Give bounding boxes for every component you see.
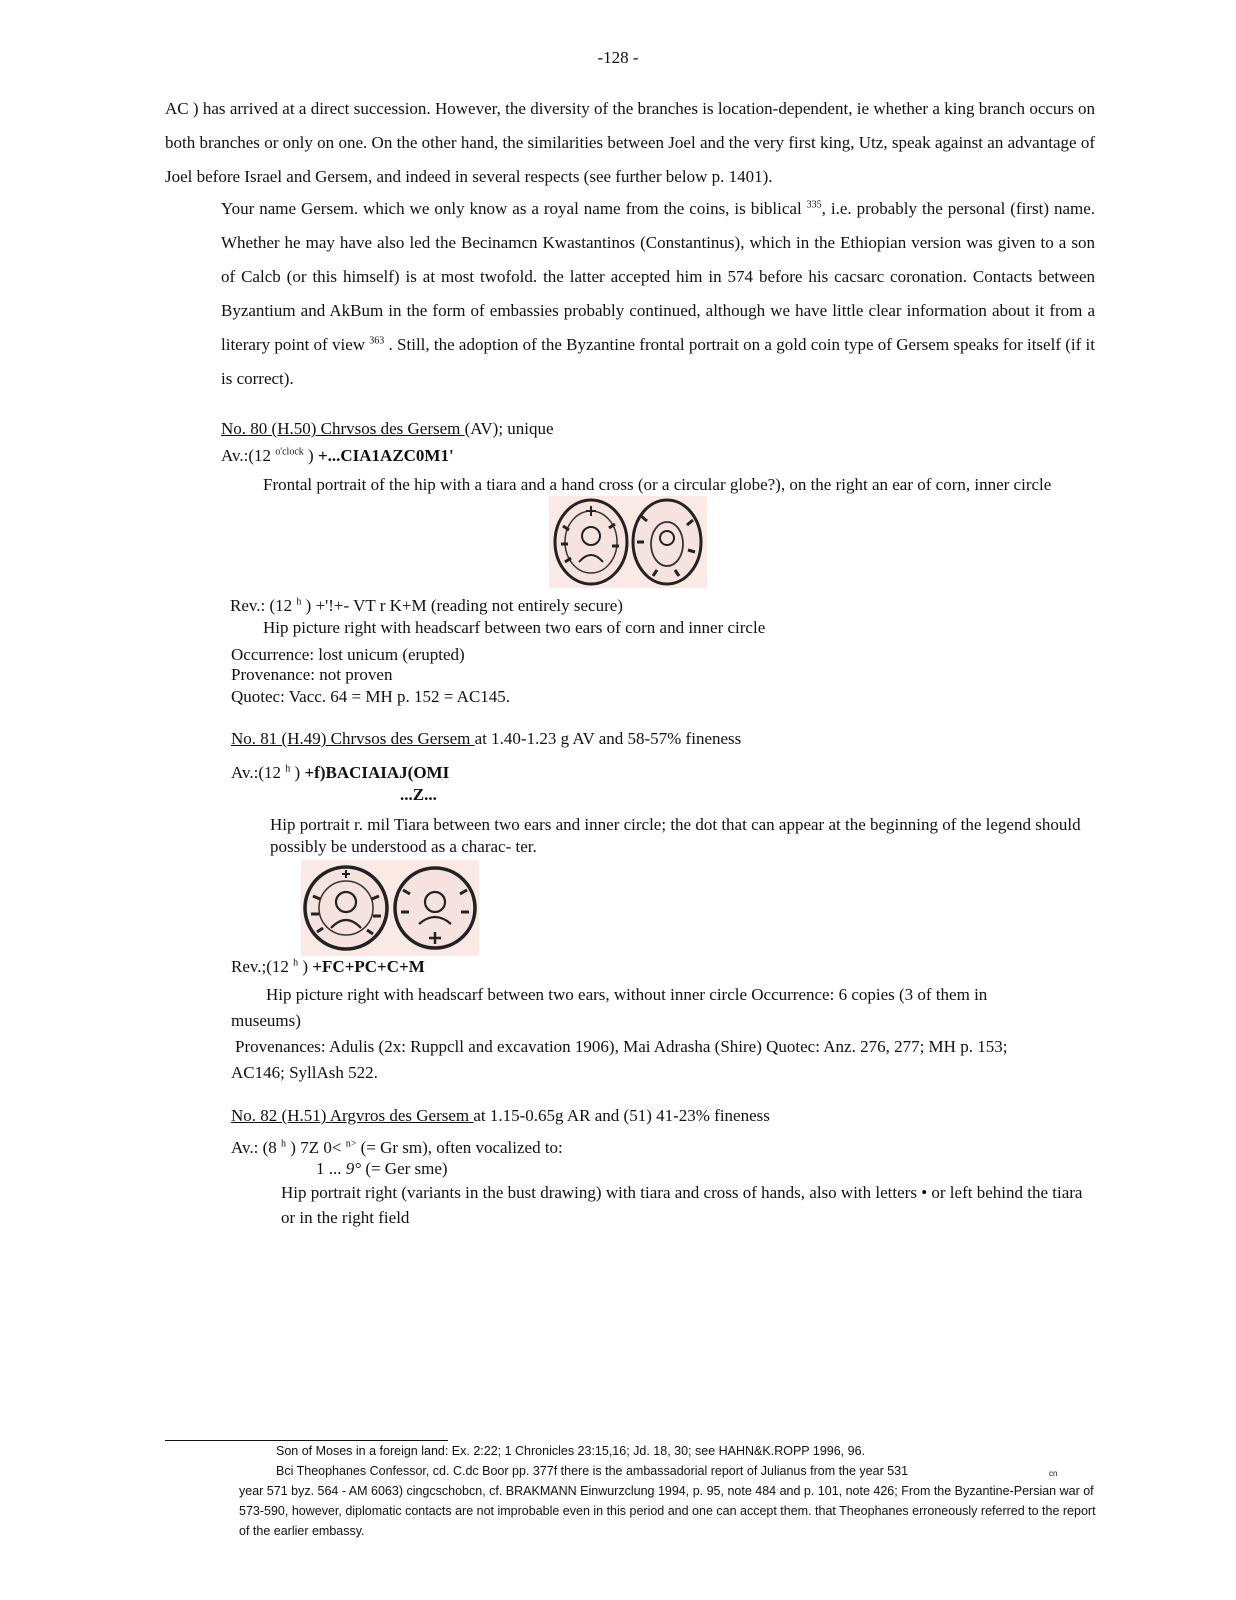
- no81-av-sup: h: [285, 763, 291, 775]
- no80-coin-image: [549, 496, 707, 588]
- no81-av-legend: +f)BACIAIAJ(OMI: [304, 763, 450, 782]
- no82-av-sup2: n>: [345, 1138, 357, 1150]
- no81-heading-title: No. 81 (H.49) Chrvsos des Gersem: [231, 729, 475, 748]
- no80-occurrence: Occurrence: lost unicum (erupted): [231, 645, 465, 664]
- para2-text-a: Your name Gersem. which we only know as a royal name from the coins, is biblical: [221, 199, 807, 218]
- no81-heading: [231, 729, 741, 749]
- no81-obverse: [231, 763, 449, 783]
- no81-rev-legend: +FC+PC+C+M: [312, 957, 425, 976]
- footnote-ref-335: 335: [806, 199, 822, 211]
- no80-rev-label: Rev.: (12: [230, 596, 297, 615]
- no81-reverse-description: Hip picture right with headscarf between two ears, without inner circle Occurrence: 6 copies (3 of them in museums): [231, 985, 988, 1030]
- no80-provenance: Provenance: not proven: [231, 665, 393, 684]
- footnote-2-rest: year 571 byz. 564 - AM 6063) cingcschobcn, cf. BRAKMANN Einwurzclung 1994, p. 95, note 484 and p. 101, note 426; From the Byzantine-Persian war of 573-590, however, diplomatic contacts are not improbable even in this period and one can accept them. that Theophanes erroneously referred to the report of the earlier embassy.: [239, 1484, 1096, 1538]
- no82-av-line2: [316, 1159, 448, 1179]
- no80-reverse: [230, 596, 623, 616]
- no81-heading-rest: at 1.40-1.23 g AV and 58-57% fineness: [474, 729, 742, 748]
- no80-obverse-description: Frontal portrait of the hip with a tiara and a hand cross (or a circular globe?), on the right an ear of corn, inner circle: [263, 475, 1052, 494]
- paragraph-2: [221, 192, 1095, 396]
- no81-reverse: [231, 957, 425, 977]
- footnote-2-mark: cn: [1049, 1469, 1058, 1478]
- no80-heading-rest: (AV); unique: [464, 419, 554, 438]
- no82-obverse: [231, 1138, 563, 1158]
- no80-rev-sup: h: [296, 596, 302, 608]
- no80-av-post: ): [303, 446, 318, 465]
- no82-av-line2-italic: 9°: [345, 1159, 362, 1178]
- no82-heading: [231, 1106, 770, 1126]
- no81-obverse-description: Hip portrait r. mil Tiara between two ears and inner circle; the dot that can appear at the beginning of the legend should possibly be understood as a charac- ter.: [270, 815, 1081, 856]
- no81-av-label: Av.:(12: [231, 763, 286, 782]
- no80-heading-title: No. 80 (H.50) Chrvsos des Gersem: [221, 419, 465, 438]
- no80-quotec: Quotec: Vacc. 64 = MH p. 152 = AC145.: [231, 687, 511, 706]
- footnote-ref-363: 363: [369, 335, 385, 347]
- no80-heading: [221, 419, 554, 439]
- paragraph-1: AC ) has arrived at a direct succession. However, the diversity of the branches is location-dependent, ie whether a king branch occurs on both branches or only on one. On the other hand, the similarities between Joel and the very first king, Utz, speak against an advantage of Joel before Israel and Gersem, and indeed in several respects (see further below p. 1401).: [165, 99, 1095, 186]
- no82-av-legend: ) 7Z 0<: [286, 1138, 346, 1157]
- page-number: -128 -: [597, 48, 639, 67]
- no80-reverse-coin: [633, 500, 701, 584]
- para2-text-b: , i.e. probably the personal (first) name. Whether he may have also led the Becinamcn Kwastantinos (Constantinus), which in the Ethiopian version was given to a son of Calcb (or this himself) is at most twofold. the latter accepted him in 574 before his cacsarc coronation. Contacts between Byzantium and AkBum in the form of embassies probably continued, although we have little clear information about it from a literary point of view: [221, 199, 1096, 354]
- no81-coin-image: [301, 860, 479, 956]
- no82-av-line2-post: (= Ger sme): [361, 1159, 448, 1178]
- no80-av-label: Av.:(12: [221, 446, 276, 465]
- no81-rev-sup: h: [293, 957, 299, 969]
- no82-heading-title: No. 82 (H.51) Argvros des Gersem: [231, 1106, 474, 1125]
- no81-reverse-coin: [395, 868, 475, 948]
- no81-provenances: Provenances: Adulis (2x: Ruppcll and excavation 1906), Mai Adrasha (Shire) Quotec: Anz. 276, 277; MH p. 153; AC146; SyllAsh 522.: [231, 1037, 1008, 1082]
- no81-rev-label: Rev.;(12: [231, 957, 294, 976]
- no82-heading-rest: at 1.15-0.65g AR and (51) 41-23% fineness: [473, 1106, 770, 1125]
- no81-rev-post: ): [298, 957, 313, 976]
- no80-reverse-description: Hip picture right with headscarf between two ears of corn and inner circle: [263, 618, 766, 637]
- para2-text-c: . Still, the adoption of the Byzantine frontal portrait on a gold coin type of Gersem speaks for itself (if it is correct).: [221, 335, 1095, 388]
- no80-av-legend: +...CIA1AZC0M1': [317, 446, 454, 465]
- no80-rev-legend: ) +'!+- VT r K+M (reading not entirely secure): [301, 596, 623, 615]
- footnote-1: Son of Moses in a foreign land: Ex. 2:22; 1 Chronicles 23:15,16; Jd. 18, 30; see HAHN&K.ROPP 1996, 96.: [276, 1444, 866, 1458]
- no82-av-label: Av.: (8: [231, 1138, 282, 1157]
- no80-av-sup: o'clock: [275, 446, 304, 458]
- no81-obverse-coin: [305, 867, 387, 949]
- no80-obverse: [221, 446, 454, 466]
- no82-av-sup: h: [281, 1138, 287, 1150]
- no80-obverse-coin: [555, 500, 627, 584]
- no82-av-line2-pre: 1 ...: [316, 1159, 346, 1178]
- no82-av-post: (= Gr sm), often vocalized to:: [356, 1138, 563, 1157]
- footnote-2-line1: Bci Theophanes Confessor, cd. C.dc Boor pp. 377f there is the ambassadorial report of Julianus from the year 531: [276, 1464, 909, 1478]
- no81-av-post: ): [290, 763, 305, 782]
- no82-obverse-description: Hip portrait right (variants in the bust drawing) with tiara and cross of hands, also with letters • or left behind the tiara or in the right field: [281, 1183, 1083, 1227]
- no81-av-legend-line2: ...Z...: [400, 785, 437, 804]
